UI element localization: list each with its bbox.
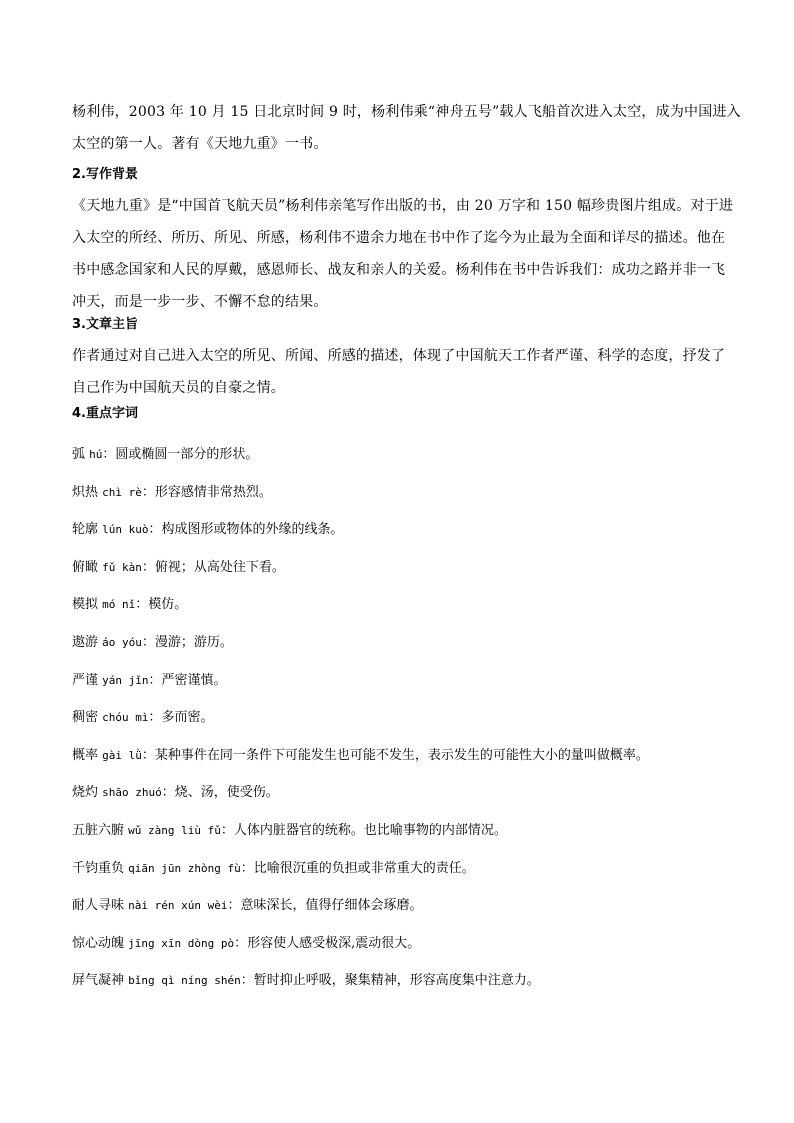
vocab-definition: ：意味深长，值得仔细体会琢磨。 [227, 898, 423, 914]
intro-line: 太空的第一人。著有《天地九重》一书。 [72, 136, 328, 152]
vocab-item [72, 896, 732, 916]
vocab-item [72, 783, 732, 803]
vocab-item [72, 671, 732, 691]
vocab-definition: ：构成图形或物体的外缘的线条。 [148, 522, 344, 538]
vocab-definition: ：暂时抑止呼吸，聚集精神，形容高度集中注意力。 [240, 973, 540, 989]
vocab-pinyin: jīng xīn dòng pò [128, 936, 235, 950]
background-line: 《天地九重》是“中国首飞航天员”杨利伟亲笔写作出版的书，由 20 万字和 150 幅珍贵图片组成。对于进 [72, 198, 734, 214]
vocab-pinyin: shāo zhuó [102, 786, 162, 800]
vocab-word: 千钧重负 [72, 860, 125, 876]
vocab-word: 轮廓 [72, 522, 99, 538]
vocab-definition: ：多而密。 [148, 710, 214, 726]
section-heading-vocab: 4.重点字词 [72, 406, 138, 421]
vocab-word: 概率 [72, 747, 99, 763]
vocab-pinyin: wǔ zàng liù fǔ [128, 824, 221, 837]
vocab-pinyin: chì rè [102, 485, 142, 499]
vocab-item [72, 595, 732, 615]
theme-paragraph [72, 340, 732, 404]
vocab-definition: ：圆或椭圆一部分的形状。 [102, 447, 259, 462]
section-heading-theme: 3.文章主旨 [72, 317, 138, 332]
vocab-pinyin: nài rén xún wèi [128, 899, 228, 913]
vocab-pinyin: gài lǜ [102, 748, 142, 762]
vocab-pinyin: qiān jūn zhòng fù [128, 861, 241, 875]
vocab-word: 炽热 [72, 484, 99, 500]
vocab-item [72, 821, 732, 841]
vocab-pinyin: chóu mì [102, 711, 149, 725]
background-line: 冲天，而是一步一步、不懈不怠的结果。 [72, 294, 328, 310]
vocab-word: 五脏六腑 [72, 823, 125, 838]
vocab-word: 严谨 [72, 672, 99, 688]
vocab-definition: ：人体内脏器官的统称。也比喻事物的内部情况。 [220, 823, 507, 838]
vocab-word: 烧灼 [72, 785, 99, 801]
vocab-definition: ：某种事件在同一条件下可能发生也可能不发生，表示发生的可能性大小的量叫做概率。 [141, 747, 649, 763]
vocab-item [72, 934, 732, 954]
vocab-item [72, 859, 732, 879]
theme-line: 作者通过对自己进入太空的所见、所闻、所感的描述，体现了中国航天工作者严谨、科学的态度，抒发了 [72, 348, 726, 364]
vocab-pinyin: lún kuò [102, 523, 149, 537]
vocab-pinyin: bǐng qì níng shén [128, 974, 241, 988]
vocab-definition: ：形容感情非常热烈。 [141, 484, 272, 500]
vocab-item [72, 633, 732, 653]
vocab-word: 屏气凝神 [72, 973, 125, 989]
vocab-item [72, 971, 732, 991]
vocab-pinyin: áo yóu [102, 636, 142, 649]
background-paragraph [72, 190, 732, 318]
vocab-definition: ：严密谨慎。 [148, 672, 227, 688]
vocab-definition: ：漫游；游历。 [141, 635, 233, 650]
vocab-word: 惊心动魄 [72, 935, 125, 951]
vocab-item [72, 520, 732, 540]
vocab-item [72, 558, 732, 578]
intro-line: 杨利伟，2003 年 10 月 15 日北京时间 9 时，杨利伟乘“神舟五号”载人飞船首次进入太空，成为中国进入 [72, 104, 741, 120]
vocab-definition: ：比喻很沉重的负担或非常重大的责任。 [240, 860, 475, 876]
vocab-pinyin: yán jǐn [102, 673, 149, 687]
vocab-item [72, 483, 732, 503]
vocab-word: 耐人寻味 [72, 898, 125, 914]
background-line: 书中感念国家和人民的厚戴，感恩师长、战友和亲人的关爱。杨利伟在书中告诉我们：成功之路并非一飞 [72, 262, 726, 278]
vocab-item [72, 445, 732, 465]
vocab-definition: ：烧、汤，使受伤。 [161, 785, 279, 801]
section-heading-background: 2.写作背景 [72, 167, 138, 182]
vocab-word: 弧 [72, 447, 86, 462]
vocab-word: 模拟 [72, 597, 99, 613]
vocab-word: 稠密 [72, 710, 99, 726]
vocab-definition: ：形容使人感受极深,震动很大。 [234, 935, 421, 951]
vocab-item [72, 746, 732, 766]
vocab-item [72, 708, 732, 728]
vocab-pinyin: fǔ kàn [102, 560, 142, 574]
intro-paragraph [72, 96, 741, 160]
theme-line: 自己作为中国航天员的自豪之情。 [72, 380, 285, 396]
background-line: 入太空的所经、所历、所见、所感，杨利伟不遗余力地在书中作了迄今为止最为全面和详尽的描述。他在 [72, 230, 726, 246]
vocab-word: 遨游 [72, 635, 99, 650]
vocab-definition: ：模仿。 [135, 597, 188, 613]
vocab-pinyin: hú [89, 448, 103, 461]
vocab-word: 俯瞰 [72, 559, 99, 575]
vocab-pinyin: mó nǐ [102, 598, 136, 612]
vocab-definition: ：俯视；从高处往下看。 [141, 559, 285, 575]
